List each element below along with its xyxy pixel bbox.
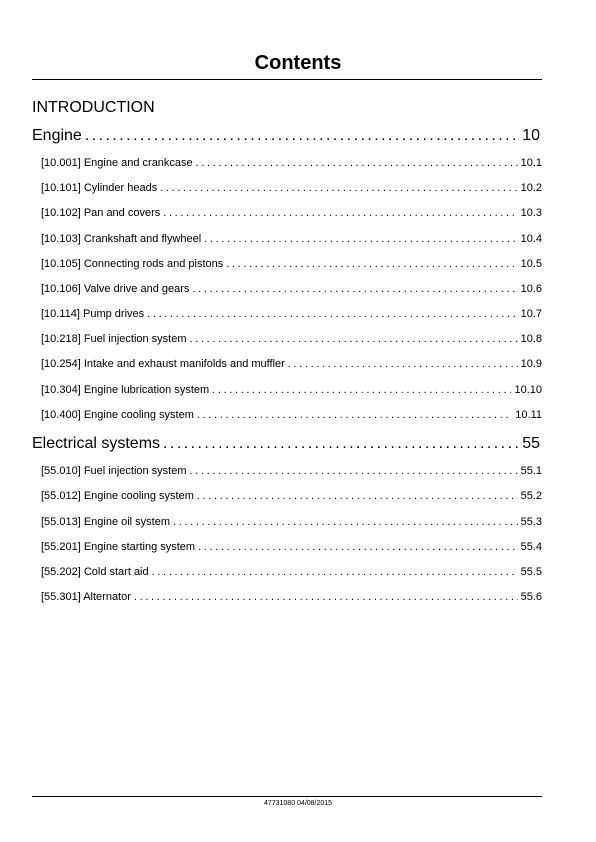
toc-entry-label: [10.304] Engine lubrication system [41, 384, 210, 396]
dot-leader [197, 489, 518, 503]
dot-leader [163, 206, 517, 220]
toc-entry-page: 10.1 [520, 157, 542, 169]
toc-entry[interactable] [41, 257, 542, 271]
dot-leader [190, 464, 518, 478]
dot-leader [163, 434, 519, 454]
toc-entry-label: [10.254] Intake and exhaust manifolds and muffler [41, 358, 285, 370]
toc-entry-page: 10.9 [520, 358, 542, 370]
dot-leader [147, 307, 517, 321]
toc-entry-label: [10.114] Pump drives [41, 308, 145, 320]
toc-entry-label: [10.102] Pan and covers [41, 207, 161, 219]
toc-entry-label: [10.001] Engine and crankcase [41, 157, 193, 169]
toc-entry[interactable] [41, 181, 542, 195]
toc-entry-page: 10.3 [520, 207, 542, 219]
dot-leader [134, 590, 518, 604]
toc-entry[interactable] [41, 156, 542, 170]
toc-entry-label: [55.013] Engine oil system [41, 516, 171, 528]
toc-entry-label: [55.202] Cold start aid [41, 566, 149, 578]
dot-leader [152, 565, 518, 579]
page-title: Contents [254, 52, 342, 74]
toc-entry[interactable] [41, 590, 542, 604]
toc-entry-page: 10.4 [520, 233, 542, 245]
dot-leader [204, 232, 517, 246]
toc-entry-page: 10.5 [520, 258, 542, 270]
toc-entry-label: [10.101] Cylinder heads [41, 182, 158, 194]
toc-entry-page: 10.6 [520, 283, 542, 295]
toc-entry[interactable] [41, 489, 542, 503]
toc-entry[interactable] [41, 464, 542, 478]
toc-entry[interactable] [41, 357, 542, 371]
toc-chapter-electrical-systems[interactable] [32, 434, 542, 454]
toc-entry[interactable] [41, 282, 542, 296]
dot-leader [198, 540, 517, 554]
dot-leader [197, 408, 512, 422]
footer-document-code: 47731080 04/08/2015 [263, 800, 333, 807]
toc-entry-page: 55.3 [520, 516, 542, 528]
toc-entry-page: 55.2 [520, 490, 542, 502]
toc-entry[interactable] [41, 307, 542, 321]
footer-divider [32, 796, 542, 797]
toc-chapter-page: 55 [522, 435, 540, 452]
toc-entry[interactable] [41, 383, 542, 397]
toc-entry[interactable] [41, 332, 542, 346]
toc-entry-label: [10.106] Valve drive and gears [41, 283, 190, 295]
toc-entry-page: 10.7 [520, 308, 542, 320]
dot-leader [212, 383, 511, 397]
toc-entry[interactable] [41, 408, 542, 422]
toc-chapter-engine[interactable] [32, 126, 542, 146]
toc-entry-page: 10.10 [514, 384, 542, 396]
toc-entry-page: 10.8 [520, 333, 542, 345]
toc-entry-page: 10.11 [515, 409, 542, 421]
toc-entry-label: [55.201] Engine starting system [41, 541, 196, 553]
dot-leader [192, 282, 517, 296]
toc-entry-page: 55.6 [520, 591, 542, 603]
dot-leader [196, 156, 518, 170]
dot-leader [85, 126, 519, 146]
toc-entry-label: [10.105] Connecting rods and pistons [41, 258, 224, 270]
toc-entry-label: [10.400] Engine cooling system [41, 409, 194, 421]
toc-entry-page: 55.1 [520, 465, 542, 477]
header-divider [32, 79, 542, 80]
toc-entry[interactable] [41, 540, 542, 554]
toc-chapter-label: Electrical systems [32, 435, 161, 452]
toc-entry-label: [55.012] Engine cooling system [41, 490, 194, 502]
toc-entry-page: 55.5 [520, 566, 542, 578]
toc-entry-label: [10.103] Crankshaft and flywheel [41, 233, 202, 245]
toc-entry-label: [10.218] Fuel injection system [41, 333, 187, 345]
dot-leader [173, 515, 518, 529]
toc-entry-page: 55.4 [520, 541, 542, 553]
toc-entry[interactable] [41, 565, 542, 579]
toc-entry-label: [55.301] Alternator [41, 591, 131, 603]
dot-leader [190, 332, 518, 346]
toc-chapter-label: Engine [32, 127, 82, 144]
toc-chapter-page: 10 [522, 127, 540, 144]
dot-leader [160, 181, 517, 195]
dot-leader [288, 357, 518, 371]
toc-introduction-link[interactable]: INTRODUCTION [32, 99, 155, 116]
toc-entry-page: 10.2 [520, 182, 542, 194]
toc-entry[interactable] [41, 232, 542, 246]
dot-leader [226, 257, 517, 271]
toc-entry[interactable] [41, 515, 542, 529]
toc-entry[interactable] [41, 206, 542, 220]
toc-entry-label: [55.010] Fuel injection system [41, 465, 187, 477]
